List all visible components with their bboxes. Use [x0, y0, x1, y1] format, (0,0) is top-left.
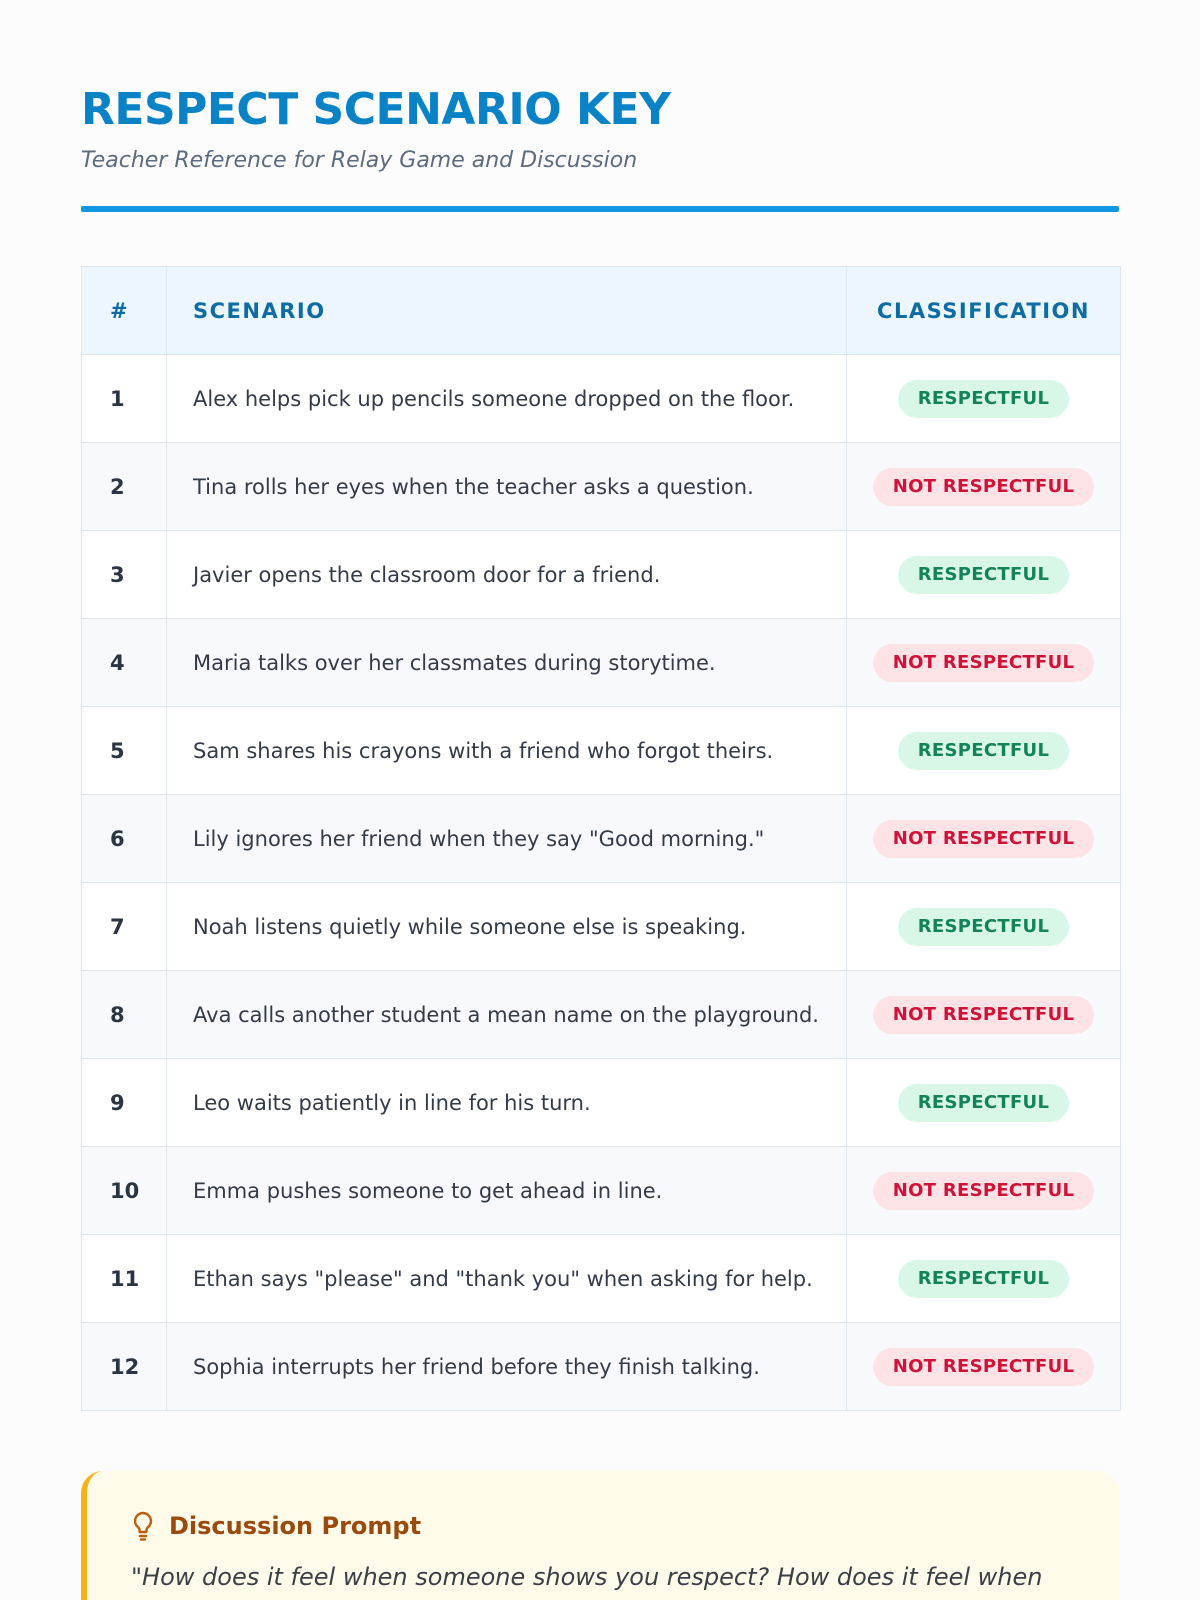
not-respectful-badge: NOT RESPECTFUL	[873, 996, 1095, 1034]
table-header-row	[82, 267, 1121, 355]
respectful-badge: RESPECTFUL	[898, 1260, 1069, 1298]
table-row	[82, 1323, 1121, 1411]
table-row	[82, 1059, 1121, 1147]
table-row	[82, 355, 1121, 443]
classification-cell	[847, 795, 1121, 883]
discussion-prompt-card	[81, 1471, 1120, 1600]
table-row	[82, 883, 1121, 971]
respectful-badge: RESPECTFUL	[898, 732, 1069, 770]
header-divider	[81, 206, 1119, 212]
table-row	[82, 707, 1121, 795]
respectful-badge: RESPECTFUL	[898, 908, 1069, 946]
scenario-text: Lily ignores her friend when they say "Good morning."	[167, 795, 847, 883]
scenario-text: Tina rolls her eyes when the teacher asks a question.	[167, 443, 847, 531]
respectful-badge: RESPECTFUL	[898, 1084, 1069, 1122]
row-number: 7	[82, 883, 167, 971]
row-number: 4	[82, 619, 167, 707]
page-title: RESPECT SCENARIO KEY	[81, 84, 671, 135]
scenario-table	[81, 266, 1121, 1411]
table-row	[82, 1235, 1121, 1323]
respectful-badge: RESPECTFUL	[898, 380, 1069, 418]
scenario-text: Emma pushes someone to get ahead in line.	[167, 1147, 847, 1235]
table-row	[82, 531, 1121, 619]
scenario-text: Noah listens quietly while someone else is speaking.	[167, 883, 847, 971]
classification-cell	[847, 1059, 1121, 1147]
classification-cell	[847, 619, 1121, 707]
row-number: 9	[82, 1059, 167, 1147]
row-number: 3	[82, 531, 167, 619]
classification-cell	[847, 971, 1121, 1059]
column-header-classification: CLASSIFICATION	[847, 267, 1121, 355]
discussion-prompt-header	[131, 1511, 1120, 1541]
scenario-text: Javier opens the classroom door for a friend.	[167, 531, 847, 619]
row-number: 1	[82, 355, 167, 443]
classification-cell	[847, 1235, 1121, 1323]
scenario-text: Leo waits patiently in line for his turn.	[167, 1059, 847, 1147]
row-number: 10	[82, 1147, 167, 1235]
not-respectful-badge: NOT RESPECTFUL	[873, 1172, 1095, 1210]
scenario-text: Ethan says "please" and "thank you" when asking for help.	[167, 1235, 847, 1323]
column-header-scenario: SCENARIO	[167, 267, 847, 355]
table-row	[82, 443, 1121, 531]
classification-cell	[847, 1323, 1121, 1411]
respectful-badge: RESPECTFUL	[898, 556, 1069, 594]
classification-cell	[847, 707, 1121, 795]
row-number: 8	[82, 971, 167, 1059]
scenario-text: Ava calls another student a mean name on the playground.	[167, 971, 847, 1059]
scenario-text: Maria talks over her classmates during storytime.	[167, 619, 847, 707]
classification-cell	[847, 1147, 1121, 1235]
table-row	[82, 971, 1121, 1059]
classification-cell	[847, 531, 1121, 619]
discussion-prompt-text: "How does it feel when someone shows you respect? How does it feel when	[131, 1563, 1043, 1591]
not-respectful-badge: NOT RESPECTFUL	[873, 820, 1095, 858]
row-number: 5	[82, 707, 167, 795]
page-header	[81, 0, 1119, 212]
classification-cell	[847, 355, 1121, 443]
classification-cell	[847, 883, 1121, 971]
table-row	[82, 619, 1121, 707]
scenario-text: Alex helps pick up pencils someone dropped on the floor.	[167, 355, 847, 443]
discussion-prompt-title: Discussion Prompt	[169, 1512, 422, 1540]
row-number: 6	[82, 795, 167, 883]
table-row	[82, 1147, 1121, 1235]
scenario-text: Sam shares his crayons with a friend who forgot theirs.	[167, 707, 847, 795]
classification-cell	[847, 443, 1121, 531]
scenario-text: Sophia interrupts her friend before they finish talking.	[167, 1323, 847, 1411]
lightbulb-icon	[131, 1511, 155, 1541]
not-respectful-badge: NOT RESPECTFUL	[873, 1348, 1095, 1386]
page-subtitle: Teacher Reference for Relay Game and Discussion	[81, 148, 638, 173]
row-number: 11	[82, 1235, 167, 1323]
not-respectful-badge: NOT RESPECTFUL	[873, 644, 1095, 682]
column-header-number: #	[82, 267, 167, 355]
row-number: 2	[82, 443, 167, 531]
table-row	[82, 795, 1121, 883]
row-number: 12	[82, 1323, 167, 1411]
not-respectful-badge: NOT RESPECTFUL	[873, 468, 1095, 506]
